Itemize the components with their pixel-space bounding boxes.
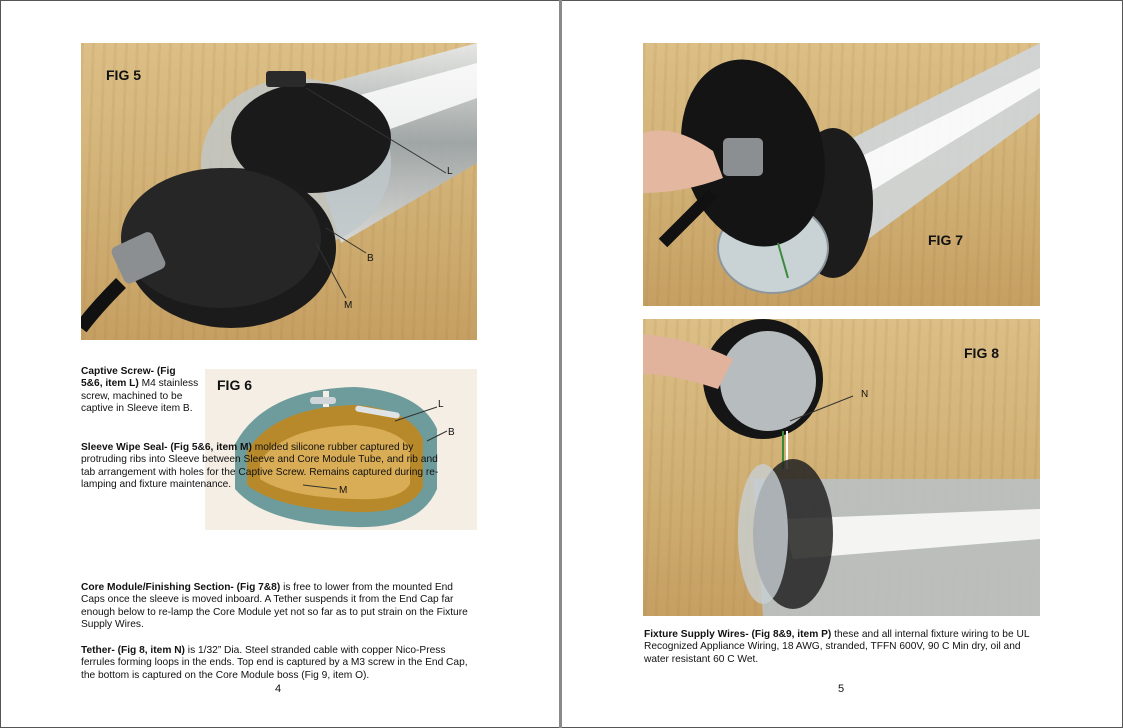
- fixture-supply-wires-body: these and all internal fixture wiring to be UL Recognized Appliance Wiring, 18 AWG, stranded, TFFN 600V, 90 C Min dry, oil and water resistant 60 C Wet.: [644, 629, 1030, 665]
- fig5-title: FIG 5: [106, 67, 142, 83]
- fig8-label-n: N: [861, 389, 869, 400]
- tether-body: is 1/32” Dia. Steel stranded cable with copper Nico-Press ferrules forming loops in the ends. Top end is captured by a M3 screw in the End Cap, the bottom is captured on the Core Module boss (Fig 9, item O).: [81, 645, 468, 681]
- fig6-title: FIG 6: [217, 377, 253, 393]
- tether-heading: Tether- (Fig 8, item N): [81, 645, 185, 656]
- fixture-supply-wires-paragraph: [644, 629, 1042, 666]
- core-module-body: is free to lower from the mounted End Caps once the sleeve is moved inboard. A Tether suspends it from the End Cap far enough below to re-lamp the Core Module yet not so far as to put strain on the Fixture Supply Wires.: [81, 582, 468, 631]
- fig7-photo: [643, 43, 1040, 306]
- fig8-title: FIG 8: [964, 345, 1000, 361]
- fig7-title: FIG 7: [928, 232, 964, 248]
- captive-screw-body: M4 stainless screw, machined to be captive in Sleeve item B.: [81, 378, 199, 415]
- fig6-label-b: B: [448, 427, 455, 438]
- sleeve-wipe-seal-heading: Sleeve Wipe Seal- (Fig 5&6, item M): [81, 442, 252, 453]
- fig5-label-l: L: [447, 166, 453, 177]
- core-module-heading: Core Module/Finishing Section- (Fig 7&8): [81, 582, 281, 593]
- fig8-illustration: [643, 319, 1040, 616]
- fig5-label-m: M: [344, 300, 353, 311]
- fig5-photo: [81, 43, 477, 340]
- captive-screw-heading: Captive Screw- (Fig 5&6, item L): [81, 366, 176, 390]
- fig6-label-m: M: [339, 485, 348, 496]
- captive-screw-paragraph: [81, 366, 199, 416]
- fig5-label-b: B: [367, 253, 374, 264]
- page-left: [0, 0, 561, 728]
- fig5-illustration: [81, 43, 477, 340]
- fig7-illustration: [643, 43, 1040, 306]
- page-number-right: 5: [838, 683, 845, 695]
- fig8-photo: [643, 319, 1040, 616]
- page-number-left: 4: [275, 683, 282, 695]
- page-right: [562, 0, 1123, 728]
- core-module-paragraph: [81, 582, 473, 632]
- sleeve-wipe-seal-paragraph: [81, 442, 449, 572]
- fig6-label-l: L: [438, 399, 444, 410]
- fixture-supply-wires-heading: Fixture Supply Wires- (Fig 8&9, item P): [644, 629, 832, 640]
- tether-paragraph: [81, 645, 476, 682]
- sleeve-wipe-seal-body: molded silicone rubber captured by protruding ribs into Sleeve between Sleeve and Core Module Tube, and rib and tab arrangement with holes for the Captive Screw. Remains captured during re-lamping and fixture maintenance.: [81, 442, 439, 491]
